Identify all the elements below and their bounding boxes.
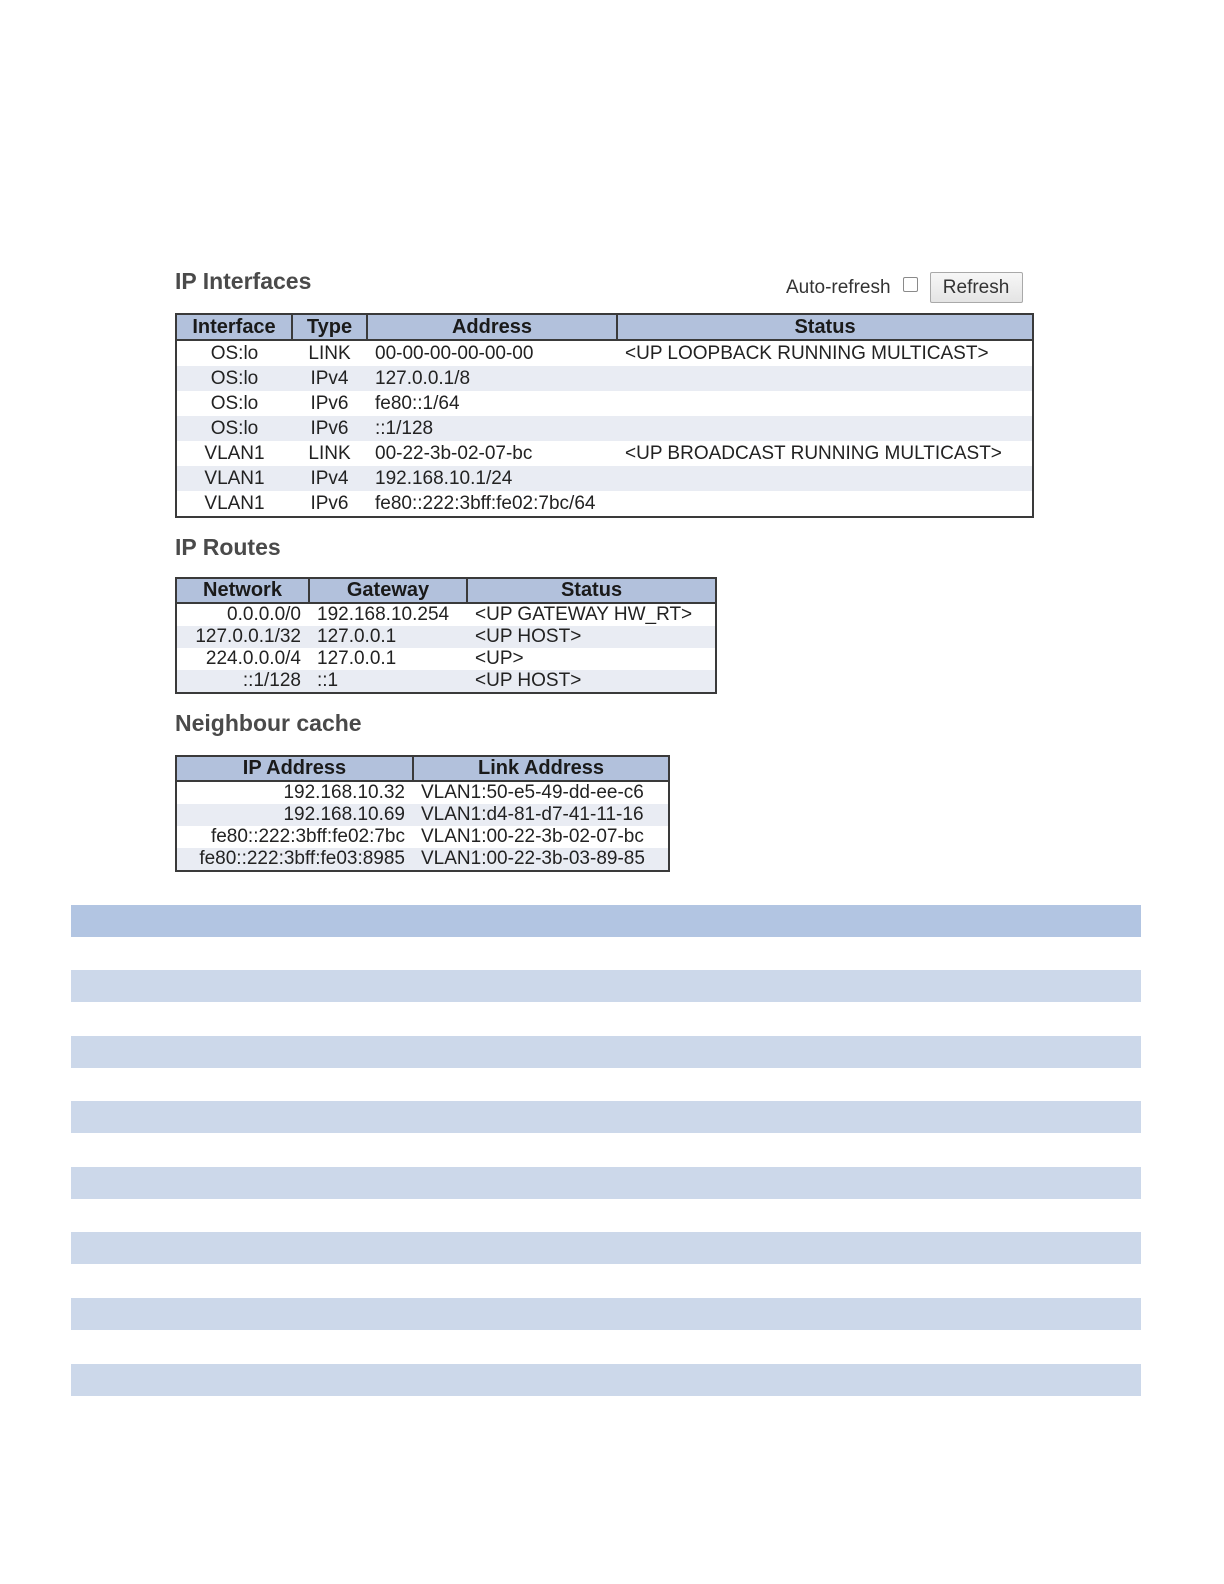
empty-band-row — [71, 1101, 1141, 1133]
ip-interfaces-title: IP Interfaces — [175, 268, 312, 294]
column-header-gateway: Gateway — [309, 578, 467, 603]
network-cell: ::1/128 — [176, 670, 309, 693]
empty-band-row — [71, 1298, 1141, 1330]
empty-band-row — [71, 1167, 1141, 1199]
table-row — [176, 848, 669, 871]
address-cell: 00-22-3b-02-07-bc — [367, 441, 617, 466]
table-row — [176, 366, 1033, 391]
empty-band-row — [71, 1232, 1141, 1264]
network-cell: 224.0.0.0/4 — [176, 648, 309, 670]
table-row — [176, 670, 716, 693]
refresh-button[interactable]: Refresh — [930, 272, 1023, 303]
status-cell — [617, 366, 1033, 391]
column-header-status: Status — [467, 578, 716, 603]
status-cell: <UP GATEWAY HW_RT> — [467, 603, 716, 626]
link-address-cell: VLAN1:d4-81-d7-41-11-16 — [413, 804, 669, 826]
type-cell: IPv4 — [292, 366, 367, 391]
status-cell — [617, 491, 1033, 517]
column-header-address: Address — [367, 314, 617, 340]
interface-cell: OS:lo — [176, 340, 292, 366]
table-row — [176, 491, 1033, 517]
gateway-cell: ::1 — [309, 670, 467, 693]
type-cell: IPv4 — [292, 466, 367, 491]
table-header-row — [176, 578, 716, 603]
link-address-cell: VLAN1:50-e5-49-dd-ee-c6 — [413, 781, 669, 804]
ip-interfaces-table — [175, 313, 1034, 518]
ip-address-cell: 192.168.10.32 — [176, 781, 413, 804]
gateway-cell: 192.168.10.254 — [309, 603, 467, 626]
table-row — [176, 416, 1033, 441]
table-row — [176, 340, 1033, 366]
auto-refresh-label: Auto-refresh — [786, 276, 891, 298]
table-row — [176, 804, 669, 826]
address-cell: 127.0.0.1/8 — [367, 366, 617, 391]
empty-band-row — [71, 1364, 1141, 1396]
type-cell: IPv6 — [292, 416, 367, 441]
table-row — [176, 781, 669, 804]
table-header-row — [176, 314, 1033, 340]
empty-band-row — [71, 1036, 1141, 1068]
table-row — [176, 441, 1033, 466]
status-cell — [617, 416, 1033, 441]
status-cell: <UP HOST> — [467, 626, 716, 648]
status-cell: <UP> — [467, 648, 716, 670]
status-cell — [617, 466, 1033, 491]
table-row — [176, 466, 1033, 491]
refresh-controls — [786, 272, 1023, 303]
status-cell: <UP LOOPBACK RUNNING MULTICAST> — [617, 340, 1033, 366]
empty-band-header — [71, 905, 1141, 937]
ip-address-cell: fe80::222:3bff:fe02:7bc — [176, 826, 413, 848]
ip-address-cell: fe80::222:3bff:fe03:8985 — [176, 848, 413, 871]
status-cell: <UP BROADCAST RUNNING MULTICAST> — [617, 441, 1033, 466]
type-cell: LINK — [292, 340, 367, 366]
interface-cell: OS:lo — [176, 416, 292, 441]
type-cell: IPv6 — [292, 491, 367, 517]
status-cell — [617, 391, 1033, 416]
ip-address-cell: 192.168.10.69 — [176, 804, 413, 826]
table-header-row — [176, 756, 669, 781]
address-cell: ::1/128 — [367, 416, 617, 441]
column-header-network: Network — [176, 578, 309, 603]
table-row — [176, 648, 716, 670]
interface-cell: VLAN1 — [176, 466, 292, 491]
interface-cell: VLAN1 — [176, 441, 292, 466]
neighbour-cache-title: Neighbour cache — [175, 710, 362, 736]
link-address-cell: VLAN1:00-22-3b-02-07-bc — [413, 826, 669, 848]
type-cell: LINK — [292, 441, 367, 466]
address-cell: fe80::222:3bff:fe02:7bc/64 — [367, 491, 617, 517]
network-cell: 0.0.0.0/0 — [176, 603, 309, 626]
status-cell: <UP HOST> — [467, 670, 716, 693]
gateway-cell: 127.0.0.1 — [309, 626, 467, 648]
address-cell: 00-00-00-00-00-00 — [367, 340, 617, 366]
table-row — [176, 391, 1033, 416]
neighbour-cache-table — [175, 755, 670, 872]
column-header-link-address: Link Address — [413, 756, 669, 781]
column-header-interface: Interface — [176, 314, 292, 340]
column-header-ip-address: IP Address — [176, 756, 413, 781]
link-address-cell: VLAN1:00-22-3b-03-89-85 — [413, 848, 669, 871]
address-cell: 192.168.10.1/24 — [367, 466, 617, 491]
empty-band-row — [71, 970, 1141, 1002]
table-row — [176, 603, 716, 626]
address-cell: fe80::1/64 — [367, 391, 617, 416]
table-row — [176, 826, 669, 848]
interface-cell: VLAN1 — [176, 491, 292, 517]
gateway-cell: 127.0.0.1 — [309, 648, 467, 670]
auto-refresh-checkbox[interactable] — [903, 277, 918, 292]
type-cell: IPv6 — [292, 391, 367, 416]
interface-cell: OS:lo — [176, 366, 292, 391]
column-header-status: Status — [617, 314, 1033, 340]
table-row — [176, 626, 716, 648]
network-cell: 127.0.0.1/32 — [176, 626, 309, 648]
ip-routes-title: IP Routes — [175, 534, 281, 560]
interface-cell: OS:lo — [176, 391, 292, 416]
column-header-type: Type — [292, 314, 367, 340]
ip-routes-table — [175, 577, 717, 694]
